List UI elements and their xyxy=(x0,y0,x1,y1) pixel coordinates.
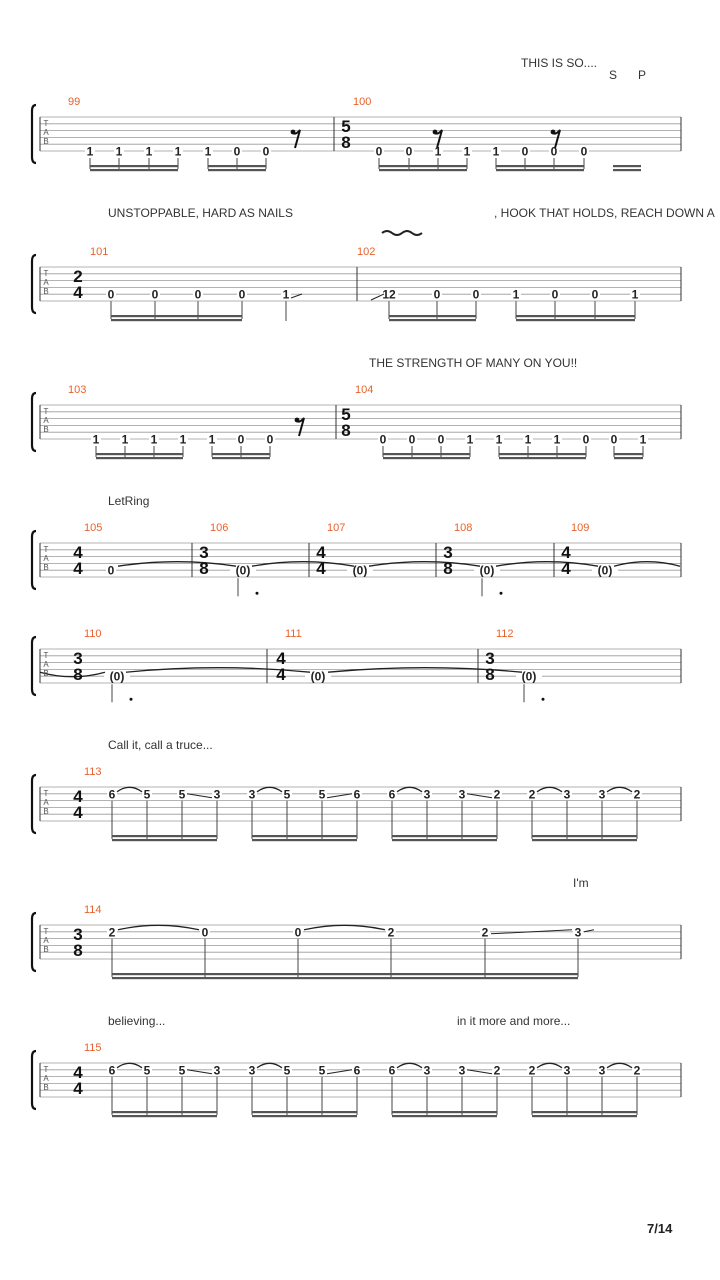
tab-clef-letter: T xyxy=(43,269,49,278)
fret-number: 2 xyxy=(633,1063,641,1078)
beam xyxy=(379,165,467,167)
eighth-rest-dot xyxy=(291,130,296,135)
beam xyxy=(111,319,242,321)
time-signature-top: 5 xyxy=(341,405,351,424)
measure-number: 113 xyxy=(84,766,102,778)
fret-number: (0) xyxy=(521,669,537,684)
tab-clef-letter: T xyxy=(43,545,49,554)
lyric-text: S xyxy=(609,68,618,82)
fret-number: (0) xyxy=(109,669,125,684)
beam xyxy=(112,835,217,837)
time-signature-top: 3 xyxy=(443,543,453,562)
fret-number: 0 xyxy=(294,925,302,940)
beam xyxy=(614,453,643,455)
fret-number: 2 xyxy=(481,925,489,940)
time-signature-top: 4 xyxy=(73,787,83,806)
beam xyxy=(112,839,217,841)
fret-number: 0 xyxy=(405,144,413,159)
tab-clef-letter: B xyxy=(43,945,49,954)
fret-number: 1 xyxy=(150,432,158,447)
tab-clef-letter: A xyxy=(43,936,49,945)
time-signature-bottom: 8 xyxy=(341,421,351,440)
fret-number: 2 xyxy=(528,1063,536,1078)
fret-number: 3 xyxy=(574,925,582,940)
tab-clef-letter: T xyxy=(43,651,49,660)
fret-number: 0 xyxy=(233,144,241,159)
tab-clef-letter: B xyxy=(43,563,49,572)
measure-number: 111 xyxy=(285,628,302,640)
tab-clef-letter: A xyxy=(43,554,49,563)
measure-number: 115 xyxy=(84,1042,102,1054)
dot xyxy=(500,592,503,595)
beam xyxy=(496,169,584,171)
lyric-text: UNSTOPPABLE, HARD AS NAILS xyxy=(108,206,293,220)
slide xyxy=(187,794,212,798)
fret-number: (0) xyxy=(352,563,368,578)
tab-clef-letter: T xyxy=(43,1065,49,1074)
time-signature-top: 4 xyxy=(316,543,326,562)
fret-number: 6 xyxy=(353,787,361,802)
time-signature-top: 3 xyxy=(73,925,83,944)
measure-number: 108 xyxy=(454,522,473,534)
fret-number: 0 xyxy=(437,432,445,447)
fret-number: 3 xyxy=(458,787,466,802)
fret-number: (0) xyxy=(479,563,495,578)
tab-clef-letter: T xyxy=(43,119,49,128)
fret-number: 6 xyxy=(108,1063,116,1078)
fret-number: (0) xyxy=(310,669,326,684)
tab-clef-letter: A xyxy=(43,798,49,807)
time-signature-bottom: 4 xyxy=(316,559,326,578)
beam xyxy=(532,1111,637,1113)
time-signature-bottom: 4 xyxy=(73,559,83,578)
fret-number: 3 xyxy=(598,787,606,802)
beam xyxy=(208,165,266,167)
time-signature-bottom: 4 xyxy=(73,1079,83,1098)
slide xyxy=(327,794,352,798)
fret-number: 0 xyxy=(375,144,383,159)
measure-number: 100 xyxy=(353,96,372,108)
tie xyxy=(537,787,562,792)
fret-number: 1 xyxy=(512,287,520,302)
fret-number: 3 xyxy=(563,1063,571,1078)
lyric-text: Call it, call a truce... xyxy=(108,738,213,752)
tab-clef-letter: A xyxy=(43,416,49,425)
fret-number: 0 xyxy=(550,144,558,159)
fret-number: 3 xyxy=(248,787,256,802)
tab-clef-letter: B xyxy=(43,669,49,678)
time-signature-top: 2 xyxy=(73,267,83,286)
beam xyxy=(389,319,476,321)
measure-number: 107 xyxy=(327,522,346,534)
fret-number: 1 xyxy=(204,144,212,159)
time-signature-bottom: 8 xyxy=(73,941,83,960)
fret-number: 0 xyxy=(237,432,245,447)
tie xyxy=(397,1063,422,1068)
time-signature-bottom: 4 xyxy=(276,665,286,684)
beam xyxy=(112,1115,217,1117)
system-bracket xyxy=(32,1051,36,1109)
fret-number: 6 xyxy=(388,787,396,802)
measure-number: 110 xyxy=(84,628,102,640)
fret-number: 5 xyxy=(143,1063,151,1078)
tie xyxy=(117,1063,142,1068)
measure-number: 112 xyxy=(496,628,514,640)
tab-clef-letter: T xyxy=(43,407,49,416)
measure-number: 103 xyxy=(68,384,87,396)
fret-number: 1 xyxy=(92,432,100,447)
beam xyxy=(614,457,643,459)
fret-number: 0 xyxy=(551,287,559,302)
beam xyxy=(613,169,641,171)
fret-number: 0 xyxy=(521,144,529,159)
time-signature-top: 3 xyxy=(73,649,83,668)
fret-number: 1 xyxy=(524,432,532,447)
beam xyxy=(252,835,357,837)
tab-clef-letter: T xyxy=(43,789,49,798)
time-signature-bottom: 4 xyxy=(561,559,571,578)
fret-number: 1 xyxy=(145,144,153,159)
tie xyxy=(252,562,354,567)
fret-number: 3 xyxy=(213,1063,221,1078)
fret-number: 6 xyxy=(353,1063,361,1078)
tab-clef-letter: A xyxy=(43,1074,49,1083)
system-bracket xyxy=(32,775,36,833)
time-signature-top: 4 xyxy=(73,543,83,562)
beam xyxy=(112,977,578,979)
fret-number: 6 xyxy=(388,1063,396,1078)
beam xyxy=(90,169,178,171)
beam xyxy=(212,457,270,459)
fret-number: 3 xyxy=(423,787,431,802)
lyric-text: THIS IS SO.... xyxy=(521,56,598,70)
tab-clef-letter: A xyxy=(43,660,49,669)
fret-number: 3 xyxy=(598,1063,606,1078)
measure-number: 105 xyxy=(84,522,103,534)
beam xyxy=(389,315,476,317)
eighth-rest-dot xyxy=(551,130,556,135)
tab-clef-letter: B xyxy=(43,1083,49,1092)
system-bracket xyxy=(32,105,36,163)
slide xyxy=(187,1070,212,1074)
time-signature-bottom: 8 xyxy=(443,559,453,578)
fret-number: 1 xyxy=(492,144,500,159)
beam xyxy=(516,319,635,321)
system-bracket xyxy=(32,255,36,313)
tie xyxy=(118,562,236,567)
beam xyxy=(392,1111,497,1113)
beam xyxy=(111,315,242,317)
tie xyxy=(257,1063,282,1068)
measure-number: 104 xyxy=(355,384,374,396)
time-signature-bottom: 4 xyxy=(73,803,83,822)
fret-number: 0 xyxy=(151,287,159,302)
fret-number: 0 xyxy=(610,432,618,447)
beam xyxy=(383,453,470,455)
beam xyxy=(252,1111,357,1113)
beam xyxy=(392,1115,497,1117)
beam xyxy=(379,169,467,171)
fret-number: 6 xyxy=(108,787,116,802)
fret-number: 1 xyxy=(179,432,187,447)
tab-clef-letter: A xyxy=(43,128,49,137)
beam xyxy=(96,457,183,459)
fret-number: 5 xyxy=(283,787,291,802)
time-signature-top: 5 xyxy=(341,117,351,136)
slide xyxy=(467,1070,492,1074)
beam xyxy=(112,1111,217,1113)
tab-clef-letter: B xyxy=(43,137,49,146)
measure-number: 109 xyxy=(571,522,590,534)
fret-number: 2 xyxy=(108,925,116,940)
fret-number: 0 xyxy=(238,287,246,302)
eighth-rest-dot xyxy=(295,418,300,423)
page-number: 7/14 xyxy=(647,1221,673,1236)
lyric-text: LetRing xyxy=(108,494,150,508)
beam xyxy=(499,457,586,459)
tie xyxy=(118,925,199,930)
beam xyxy=(383,457,470,459)
fret-number: 1 xyxy=(434,144,442,159)
fret-number: 1 xyxy=(631,287,639,302)
tab-clef-letter: B xyxy=(43,425,49,434)
measure-number: 106 xyxy=(210,522,229,534)
fret-number: 0 xyxy=(591,287,599,302)
beam xyxy=(96,453,183,455)
fret-number: 0 xyxy=(262,144,270,159)
lyric-text: THE STRENGTH OF MANY ON YOU!! xyxy=(369,356,578,370)
measure-number: 114 xyxy=(84,904,102,916)
fret-number: 0 xyxy=(201,925,209,940)
fret-number: 2 xyxy=(493,787,501,802)
fret-number: 0 xyxy=(582,432,590,447)
beam xyxy=(499,453,586,455)
tie xyxy=(607,1063,632,1068)
beam xyxy=(90,165,178,167)
beam xyxy=(496,165,584,167)
fret-number: 1 xyxy=(466,432,474,447)
beam xyxy=(112,973,578,975)
dot xyxy=(256,592,259,595)
slide xyxy=(467,794,492,798)
system-bracket xyxy=(32,637,36,695)
fret-number: 1 xyxy=(495,432,503,447)
fret-number: 0 xyxy=(433,287,441,302)
time-signature-bottom: 8 xyxy=(485,665,495,684)
fret-number: 12 xyxy=(382,287,396,302)
beam xyxy=(392,835,497,837)
fret-number: 0 xyxy=(472,287,480,302)
time-signature-bottom: 8 xyxy=(341,133,351,152)
fret-number: (0) xyxy=(597,563,613,578)
fret-number: 1 xyxy=(115,144,123,159)
time-signature-top: 3 xyxy=(485,649,495,668)
tie xyxy=(117,787,142,792)
fret-number: 2 xyxy=(633,787,641,802)
tie xyxy=(614,562,680,567)
fret-number: 0 xyxy=(107,563,115,578)
time-signature-top: 4 xyxy=(73,1063,83,1082)
beam xyxy=(516,315,635,317)
tie xyxy=(496,562,598,567)
fret-number: 1 xyxy=(86,144,94,159)
fret-number: 3 xyxy=(213,787,221,802)
beam xyxy=(392,839,497,841)
vibrato xyxy=(382,231,422,235)
fret-number: 1 xyxy=(208,432,216,447)
tab-clef-letter: B xyxy=(43,807,49,816)
measure-number: 99 xyxy=(68,96,81,108)
fret-number: 1 xyxy=(282,287,290,302)
time-signature-bottom: 8 xyxy=(199,559,209,578)
measure-number: 101 xyxy=(90,246,109,258)
beam xyxy=(613,165,641,167)
fret-number: 5 xyxy=(178,1063,186,1078)
slide xyxy=(327,1070,352,1074)
tab-clef-letter: B xyxy=(43,287,49,296)
time-signature-top: 4 xyxy=(276,649,286,668)
tie xyxy=(537,1063,562,1068)
tie xyxy=(257,787,282,792)
beam xyxy=(532,1115,637,1117)
fret-number: 1 xyxy=(639,432,647,447)
time-signature-top: 3 xyxy=(199,543,209,562)
fret-number: 1 xyxy=(553,432,561,447)
fret-number: (0) xyxy=(235,563,251,578)
fret-number: 0 xyxy=(194,287,202,302)
fret-number: 1 xyxy=(121,432,129,447)
lyric-text: P xyxy=(638,68,647,82)
fret-number: 0 xyxy=(107,287,115,302)
system-bracket xyxy=(32,393,36,451)
lyric-text: I'm xyxy=(573,876,589,890)
fret-number: 2 xyxy=(528,787,536,802)
tie xyxy=(397,787,422,792)
time-signature-bottom: 8 xyxy=(73,665,83,684)
tab-clef-letter: A xyxy=(43,278,49,287)
fret-number: 2 xyxy=(387,925,395,940)
system-bracket xyxy=(32,913,36,971)
beam xyxy=(252,839,357,841)
fret-number: 0 xyxy=(266,432,274,447)
tie xyxy=(607,787,632,792)
eighth-rest-dot xyxy=(433,130,438,135)
lyric-text: believing... xyxy=(108,1014,166,1028)
beam xyxy=(208,169,266,171)
fret-number: 5 xyxy=(143,787,151,802)
fret-number: 5 xyxy=(318,787,326,802)
lyric-text: in it more and more... xyxy=(457,1014,571,1028)
fret-number: 3 xyxy=(248,1063,256,1078)
lyric-text: , HOOK THAT HOLDS, REACH DOWN A xyxy=(494,206,715,220)
fret-number: 0 xyxy=(580,144,588,159)
tie xyxy=(304,925,385,930)
dot xyxy=(130,698,133,701)
fret-number: 1 xyxy=(463,144,471,159)
fret-number: 0 xyxy=(408,432,416,447)
fret-number: 5 xyxy=(178,787,186,802)
tab-clef-letter: T xyxy=(43,927,49,936)
beam xyxy=(212,453,270,455)
dot xyxy=(542,698,545,701)
fret-number: 2 xyxy=(493,1063,501,1078)
fret-number: 5 xyxy=(283,1063,291,1078)
tie xyxy=(369,562,480,567)
fret-number: 1 xyxy=(174,144,182,159)
beam xyxy=(532,835,637,837)
fret-number: 3 xyxy=(563,787,571,802)
fret-number: 5 xyxy=(318,1063,326,1078)
fret-number: 3 xyxy=(458,1063,466,1078)
time-signature-top: 4 xyxy=(561,543,571,562)
time-signature-bottom: 4 xyxy=(73,283,83,302)
fret-number: 3 xyxy=(423,1063,431,1078)
fret-number: 0 xyxy=(379,432,387,447)
beam xyxy=(532,839,637,841)
measure-number: 102 xyxy=(357,246,376,258)
beam xyxy=(252,1115,357,1117)
system-bracket xyxy=(32,531,36,589)
